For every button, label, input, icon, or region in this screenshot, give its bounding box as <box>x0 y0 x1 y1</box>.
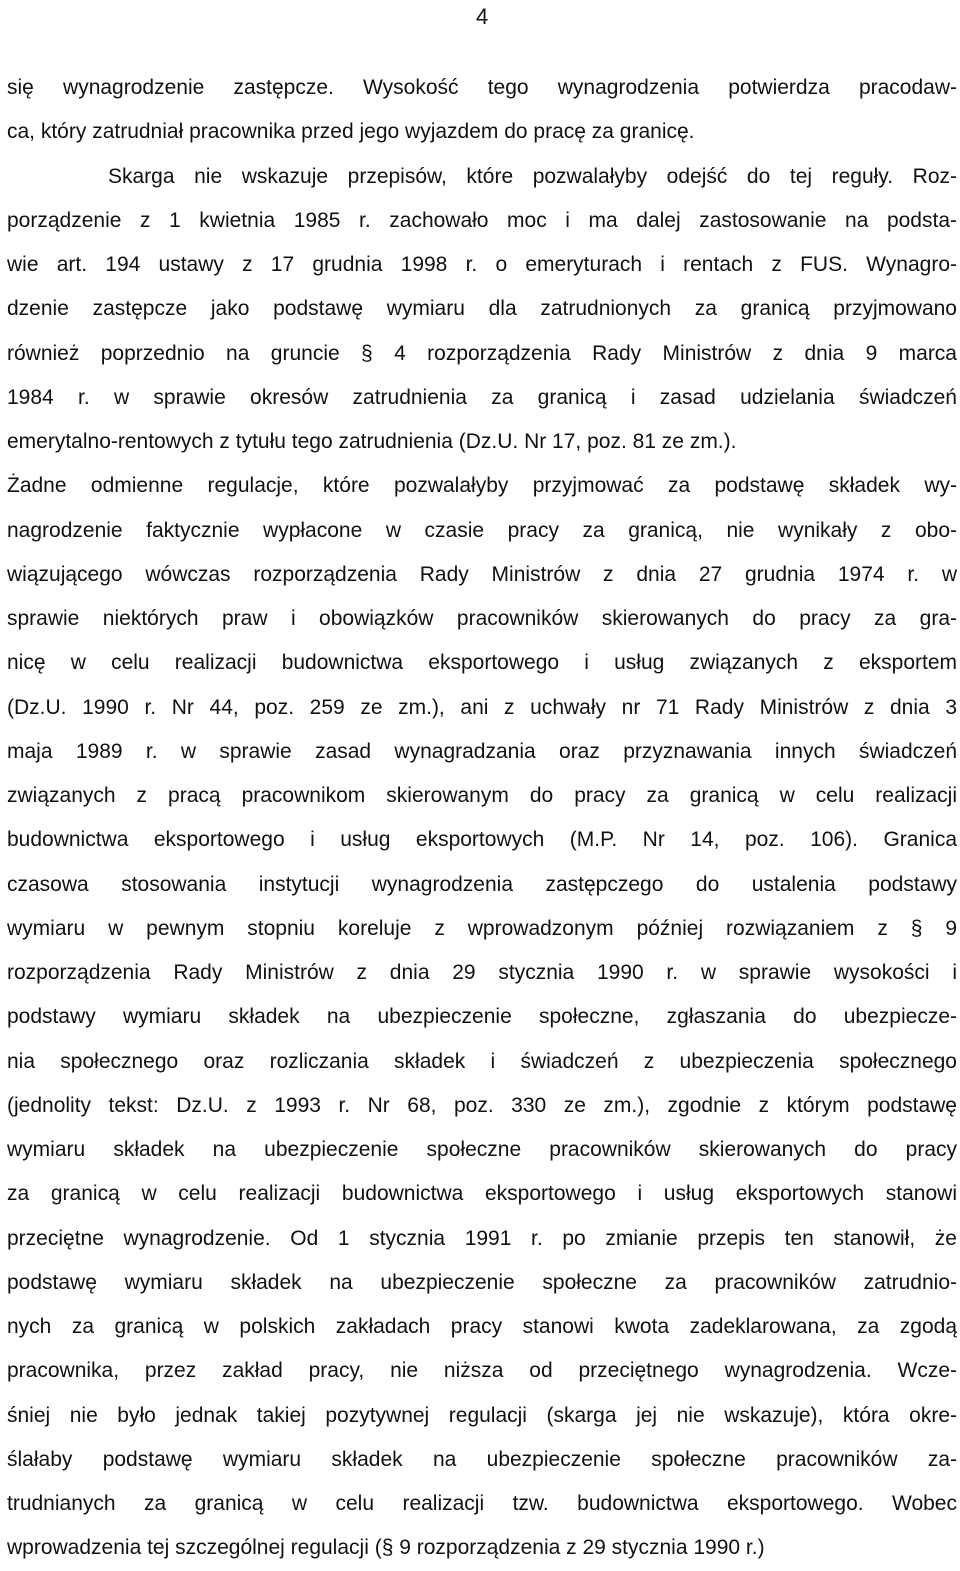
text-line: wiązującego wówczas rozporządzenia Rady Ministrów z dnia 27 grudnia 1974 r. w <box>7 562 957 586</box>
text-line: Żadne odmienne regulacje, które pozwalałyby przyjmować za podstawę składek wy- <box>7 474 957 498</box>
text-line: przeciętne wynagrodzenie. Od 1 stycznia 1991 r. po zmianie przepis ten stanowił, że <box>7 1226 957 1250</box>
text-line: się wynagrodzenie zastępcze. Wysokość tego wynagrodzenia potwierdza pracodaw- <box>7 76 957 99</box>
text-line: również poprzednio na gruncie § 4 rozporządzenia Rady Ministrów z dnia 9 marca <box>7 341 957 365</box>
text-line: wprowadzenia tej szczególnej regulacji (§ 9 rozporządzenia z 29 stycznia 1990 r.) <box>7 1536 765 1560</box>
text-line: za granicą w celu realizacji budownictwa eksportowego i usług eksportowych stanowi <box>7 1182 957 1206</box>
document-body <box>7 66 957 1571</box>
text-line: rozporządzenia Rady Ministrów z dnia 29 stycznia 1990 r. w sprawie wysokości i <box>7 961 957 984</box>
text-line: (jednolity tekst: Dz.U. z 1993 r. Nr 68, poz. 330 ze zm.), zgodnie z którym podstawę <box>7 1093 957 1117</box>
text-line: podstawę wymiaru składek na ubezpieczenie społeczne za pracowników zatrudnio- <box>7 1270 957 1294</box>
text-line: podstawy wymiaru składek na ubezpieczenie społeczne, zgłaszania do ubezpiecze- <box>7 1005 957 1029</box>
text-line: nia społecznego oraz rozliczania składek i świadczeń z ubezpieczenia społecznego <box>7 1049 957 1073</box>
text-line: wie art. 194 ustawy z 17 grudnia 1998 r. o emeryturach i rentach z FUS. Wynagro- <box>7 253 957 276</box>
text-line: pracownika, przez zakład pracy, nie niższa od przeciętnego wynagrodzenia. Wcze- <box>7 1359 957 1383</box>
text-line: maja 1989 r. w sprawie zasad wynagradzania oraz przyznawania innych świadczeń <box>7 739 957 763</box>
text-line: nagrodzenie faktycznie wypłacone w czasie pracy za granicą, nie wynikały z obo- <box>7 518 957 542</box>
text-line: (Dz.U. 1990 r. Nr 44, poz. 259 ze zm.), ani z uchwały nr 71 Rady Ministrów z dnia 3 <box>7 695 957 719</box>
text-line: 1984 r. w sprawie okresów zatrudnienia za granicą i zasad udzielania świadczeń <box>7 385 957 409</box>
text-line: wymiaru w pewnym stopniu koreluje z wprowadzonym później rozwiązaniem z § 9 <box>7 916 957 940</box>
text-line: śniej nie było jednak takiej pozytywnej regulacji (skarga jej nie wskazuje), która okre- <box>7 1403 957 1427</box>
text-line: związanych z pracą pracownikom skierowanym do pracy za granicą w celu realizacji <box>7 784 957 807</box>
text-line: Skarga nie wskazuje przepisów, które pozwalałyby odejść do tej reguły. Roz- <box>108 164 957 188</box>
page-number: 4 <box>476 4 489 29</box>
text-line: porządzenie z 1 kwietnia 1985 r. zachowało moc i ma dalej zastosowanie na podsta- <box>7 208 957 232</box>
text-line: sprawie niektórych praw i obowiązków pracowników skierowanych do pracy za gra- <box>7 607 957 630</box>
text-line: ślałaby podstawę wymiaru składek na ubezpieczenie społeczne pracowników za- <box>7 1447 957 1471</box>
text-line: wymiaru składek na ubezpieczenie społeczne pracowników skierowanych do pracy <box>7 1138 957 1161</box>
text-line: trudnianych za granicą w celu realizacji tzw. budownictwa eksportowego. Wobec <box>7 1492 957 1515</box>
text-line: nicę w celu realizacji budownictwa eksportowego i usług związanych z eksportem <box>7 651 957 675</box>
text-line: dzenie zastępcze jako podstawę wymiaru dla zatrudnionych za granicą przyjmowano <box>7 297 957 321</box>
text-line: czasowa stosowania instytucji wynagrodzenia zastępczego do ustalenia podstawy <box>7 872 957 896</box>
text-line: budownictwa eksportowego i usług eksportowych (M.P. Nr 14, poz. 106). Granica <box>7 828 957 852</box>
text-line: ca, który zatrudniał pracownika przed jego wyjazdem do pracę za granicę. <box>7 120 695 144</box>
text-line: emerytalno-rentowych z tytułu tego zatrudnienia (Dz.U. Nr 17, poz. 81 ze zm.). <box>7 430 737 453</box>
text-line: nych za granicą w polskich zakładach pracy stanowi kwota zadeklarowana, za zgodą <box>7 1315 957 1338</box>
